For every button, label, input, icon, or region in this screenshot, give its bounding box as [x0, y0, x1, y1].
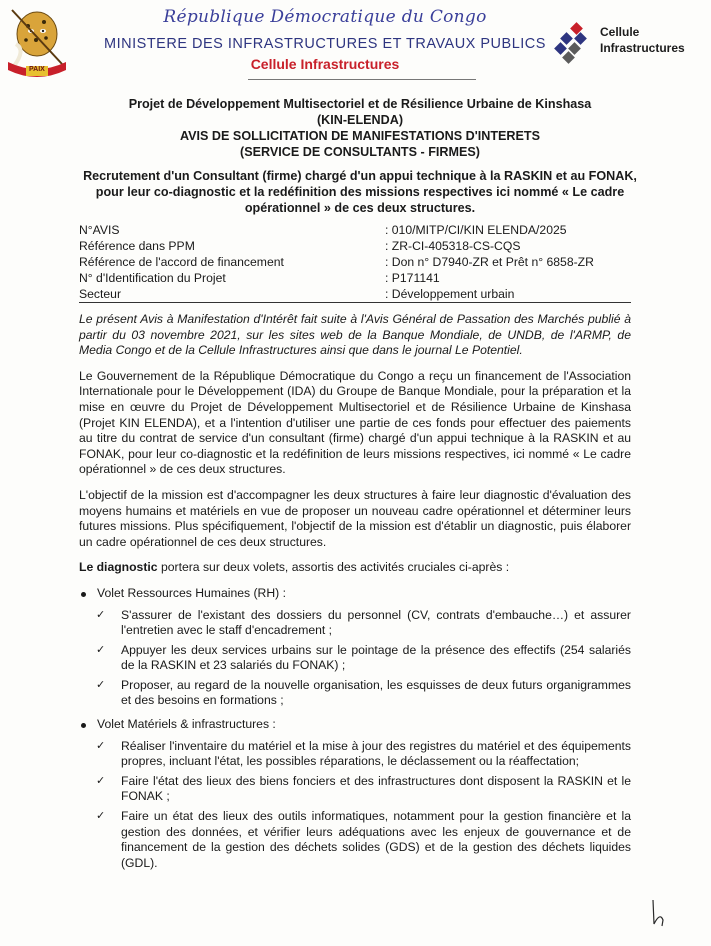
volet-title: Volet Matériels & infrastructures :: [97, 717, 276, 732]
header-divider: [248, 79, 476, 80]
list-item-text: Faire l'état des lieux des biens fonciers et des infrastructures dont disposent la RASKIN et le FONAK ;: [121, 773, 631, 804]
notice-body: [79, 312, 631, 879]
project-acronym: (KIN-ELENDA): [316, 113, 404, 127]
bullet-icon: [81, 592, 86, 597]
logo-text-line1: Cellule: [600, 25, 640, 39]
cellule-infrastructures-logo: [554, 20, 704, 64]
cellule-name: Cellule Infrastructures: [250, 56, 400, 72]
list-item: [79, 774, 631, 805]
diagnostic-paragraph: [79, 560, 631, 576]
info-row: [79, 238, 631, 254]
volet-heading: [79, 717, 631, 733]
volet-activities-list: [79, 739, 631, 872]
checkmark-icon: ✓: [96, 739, 106, 752]
project-name: Projet de Développement Multisectoriel et de Résilience Urbaine de Kinshasa: [128, 97, 592, 111]
info-row: [79, 286, 631, 303]
list-item: [79, 739, 631, 770]
list-item: [79, 678, 631, 709]
list-item-text: Faire un état des lieux des outils informatiques, notamment pour la gestion financière et la gestion des données, et vérifier leurs adéquations avec les enjeux de gouvernance et de financement de la gestion des déchets solides (GDS) et de la gestion des déchets liquides (GDL).: [121, 809, 631, 870]
info-row: [79, 270, 631, 286]
bullet-icon: [81, 723, 86, 728]
logo-text: [600, 24, 685, 56]
national-emblem-icon: [6, 4, 68, 82]
logo-text-line2: Infrastructures: [600, 41, 685, 55]
checkmark-icon: ✓: [96, 810, 106, 823]
service-type: (SERVICE DE CONSULTANTS - FIRMES): [240, 145, 480, 159]
info-value: : Don n° D7940-ZR et Prêt n° 6858-ZR: [385, 255, 594, 269]
info-value: : Développement urbain: [385, 286, 631, 303]
list-item-text: Proposer, au regard de la nouvelle organisation, les esquisses de deux futurs organigrammes et des besoins en formations ;: [121, 677, 631, 708]
notice-type: AVIS DE SOLLICITATION DE MANIFESTATIONS D'INTERETS: [179, 129, 541, 143]
diagnostic-text: portera sur deux volets, assortis des activités cruciales ci-après :: [157, 560, 510, 575]
info-label: Référence de l'accord de financement: [79, 255, 284, 269]
info-value: : 010/MITP/CI/KIN ELENDA/2025: [385, 223, 567, 237]
handwritten-mark: [650, 898, 666, 928]
info-row: [79, 254, 631, 270]
info-row: [79, 222, 631, 238]
volet-heading: [79, 586, 631, 602]
info-label: N° d'Identification du Projet: [79, 271, 226, 285]
assignment-title: Recrutement d'un Consultant (firme) chargé d'un appui technique à la RASKIN et au FONAK, pour leur co-diagnostic et la redéfinition des missions respectives ici nommé « Le cadre opérationnel » de ces deux structures.: [83, 169, 637, 215]
list-item-text: Appuyer les deux services urbains sur le pointage de la présence des effectifs (254 salariés de la RASKIN et 23 salariés du FONAK) ;: [121, 642, 631, 673]
info-label: Secteur: [79, 286, 385, 303]
info-label: Référence dans PPM: [79, 239, 195, 253]
ministry-name: MINISTERE DES INFRASTRUCTURES ET TRAVAUX PUBLICS: [104, 36, 546, 52]
checkmark-icon: ✓: [96, 608, 106, 621]
objective-paragraph: L'objectif de la mission est d'accompagner les deux structures à faire leur diagnostic d'évaluation des moyens humains et matériels en vue de proposer un nouveau cadre opérationnel et déterminer leurs futures missions. Plus spécifiquement, l'objectif de la mission est d'établir un diagnostic, puis élaborer un cadre opérationnel de ces deux structures.: [79, 487, 631, 549]
checkmark-icon: ✓: [96, 678, 106, 691]
list-item: [79, 608, 631, 639]
intro-paragraph: Le présent Avis à Manifestation d'Intérêt fait suite à l'Avis Général de Passation des Marchés publié à partir du 03 novembre 2021, sur les sites web de la Banque Mondiale, de UNDB, de l'ARMP, de Media Congo et de la Cellule Infrastructures ainsi que dans le journal Le Potentiel.: [79, 312, 631, 358]
info-value: : ZR-CI-405318-CS-CQS: [385, 239, 521, 253]
list-item: [79, 809, 631, 871]
republic-name: République Démocratique du Congo: [163, 7, 487, 27]
diagnostic-lead: Le diagnostic: [79, 560, 158, 575]
list-item: [79, 643, 631, 674]
volet-activities-list: [79, 608, 631, 710]
info-label: N°AVIS: [79, 223, 120, 237]
emblem-motto: PAIX: [29, 66, 45, 73]
cellule-logo-icon: [554, 22, 596, 64]
notice-info-table: [79, 222, 631, 303]
volet-title: Volet Ressources Humaines (RH) :: [97, 585, 286, 600]
letterhead: [100, 6, 550, 73]
checkmark-icon: ✓: [96, 643, 106, 656]
checkmark-icon: ✓: [96, 774, 106, 787]
info-value: : P171141: [385, 271, 440, 285]
list-item-text: Réaliser l'inventaire du matériel et la mise à jour des registres du matériel et des équipements propres, incluant l'état, les possibles réparations, le déclassement ou la réaffectation;: [121, 738, 631, 769]
list-item-text: S'assurer de l'existant des dossiers du personnel (CV, contrats d'embauche…) et assurer l'entretien avec le staff d'encadrement ;: [121, 607, 631, 638]
notice-title: [60, 96, 660, 160]
financing-paragraph: Le Gouvernement de la République Démocratique du Congo a reçu un financement de l'Association Internationale pour le Développement (IDA) du Groupe de Banque Mondiale, pour la préparation et la mise en œuvre du Projet de Développement Multisectoriel et de Résilience Urbaine de Kinshasa (Projet KIN ELENDA), et a l'intention d'utiliser une partie de ces fonds pour effectuer des paiements au titre du contrat de service d'un consultant (firme) chargé d'un appui technique à la RASKIN et au FONAK, pour leur co-diagnostic et la redéfinition de leurs missions respectives, ici nommé « Le cadre opérationnel » de ces deux structures.: [79, 368, 631, 477]
